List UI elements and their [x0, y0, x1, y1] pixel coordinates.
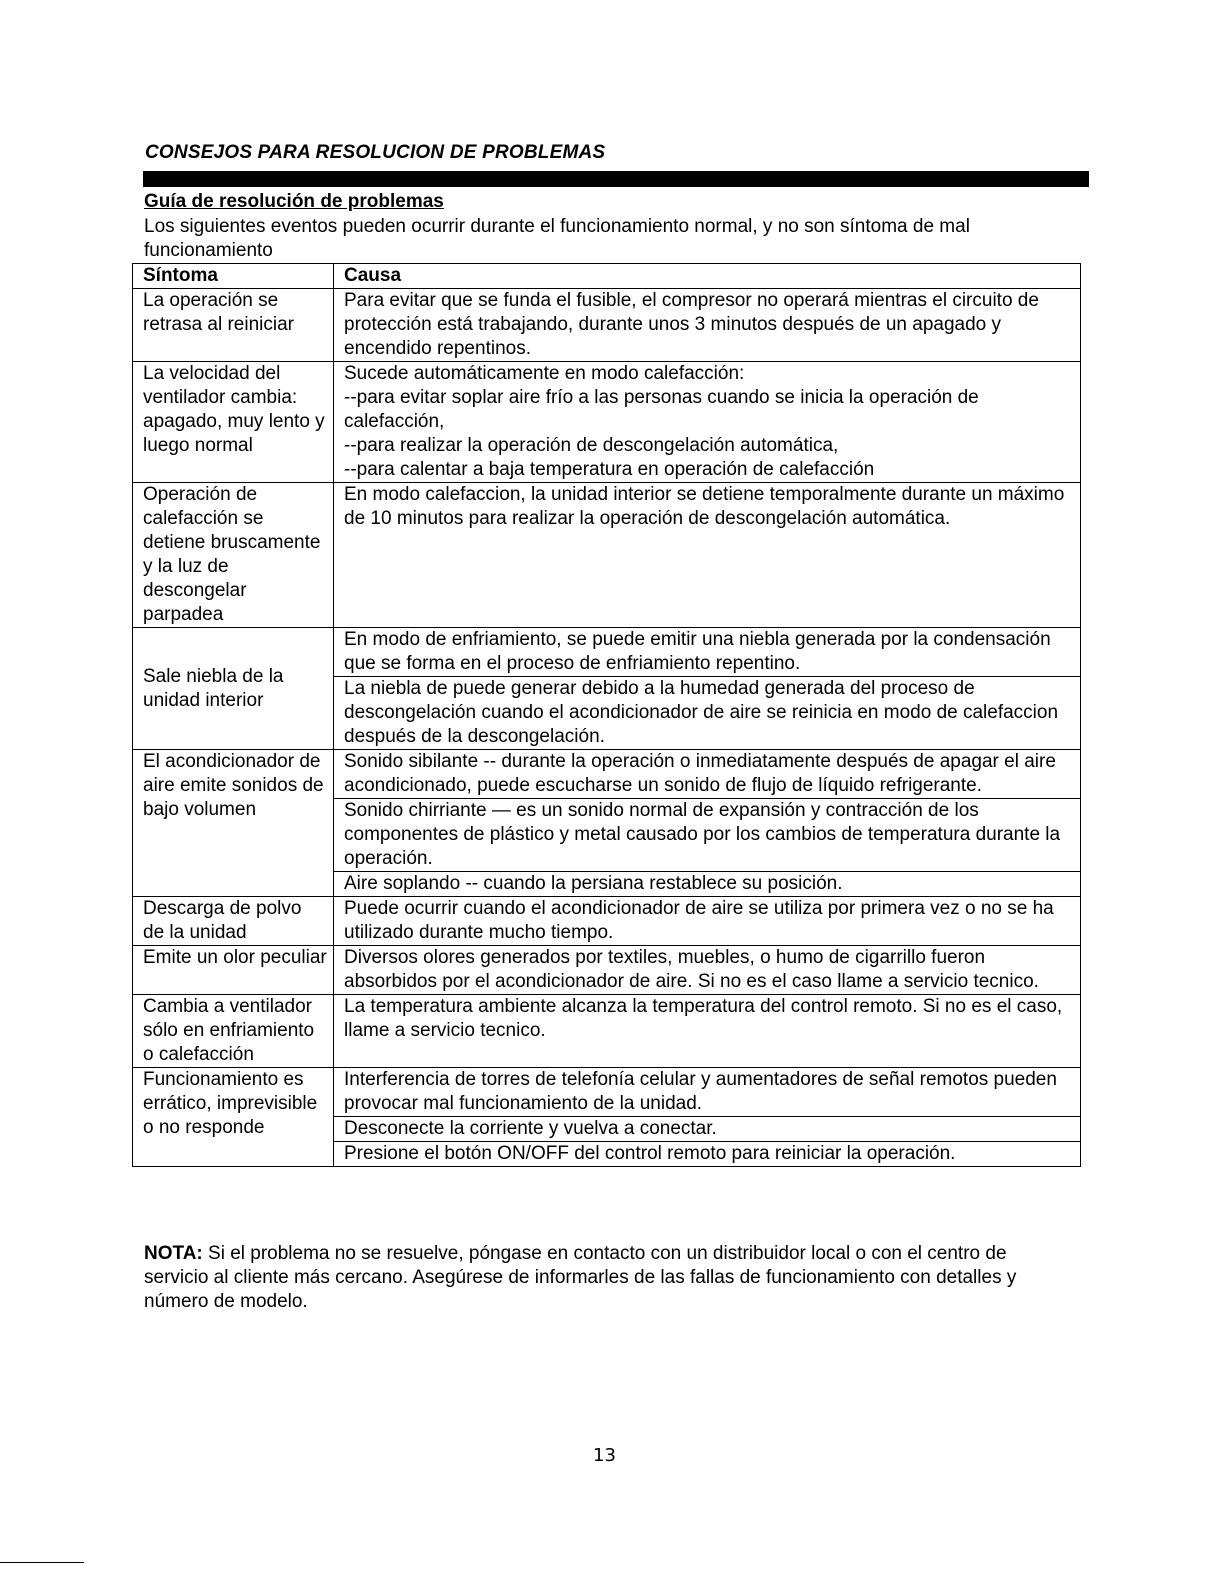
troubleshooting-table: [132, 263, 1081, 1167]
symptom-cell: La velocidad del ventilador cambia: apagado, muy lento y luego normal: [133, 362, 334, 483]
cause-cell: La niebla de puede generar debido a la humedad generada del proceso de descongelación cuando el acondicionador de aire se reinicia en modo de calefaccion después de la descongelación.: [334, 677, 1081, 750]
section-divider-bar: [143, 171, 1089, 187]
symptom-cell: Funcionamiento es errático, imprevisible o no responde: [133, 1068, 334, 1167]
cause-cell: Sonido chirriante — es un sonido normal de expansión y contracción de los componentes de plástico y metal causado por los cambios de temperatura durante la operación.: [334, 799, 1081, 872]
section-title: CONSEJOS PARA RESOLUCION DE PROBLEMAS: [145, 142, 606, 163]
table-row: [133, 628, 1081, 677]
symptom-cell: Emite un olor peculiar: [133, 946, 334, 995]
cause-cell: [334, 362, 1081, 483]
cause-cell: En modo calefaccion, la unidad interior se detiene temporalmente durante un máximo de 10 minutos para realizar la operación de descongelación automática.: [334, 483, 1081, 628]
note-text: Si el problema no se resuelve, póngase en contacto con un distribuidor local o con el centro de servicio al cliente más cercano. Asegúrese de informarles de las fallas de funcionamiento con detalles y número de modelo.: [144, 1243, 1017, 1312]
header-cause: Causa: [334, 264, 1081, 289]
symptom-cell: La operación se retrasa al reiniciar: [133, 289, 334, 362]
cause-cell: Diversos olores generados por textiles, muebles, o humo de cigarrillo fueron absorbidos por el acondicionador de aire. Si no es el caso llame a servicio tecnico.: [334, 946, 1081, 995]
footer-rule: [0, 1562, 84, 1563]
cause-cell: Presione el botón ON/OFF del control remoto para reiniciar la operación.: [334, 1142, 1081, 1167]
symptom-cell: El acondicionador de aire emite sonidos de bajo volumen: [133, 750, 334, 897]
note-paragraph: [144, 1242, 1074, 1314]
table-row: [133, 897, 1081, 946]
page-number: 13: [593, 1445, 616, 1466]
cause-cell: Aire soplando -- cuando la persiana restablece su posición.: [334, 872, 1081, 897]
intro-paragraph: Los siguientes eventos pueden ocurrir durante el funcionamiento normal, y no son síntoma de mal funcionamiento: [144, 216, 970, 261]
cause-line: --para realizar la operación de descongelación automática,: [344, 435, 839, 456]
symptom-cell: Descarga de polvo de la unidad: [133, 897, 334, 946]
table-row: [133, 995, 1081, 1068]
cause-line: --para calentar a baja temperatura en operación de calefacción: [344, 459, 875, 480]
table-row: [133, 1068, 1081, 1117]
table-row: [133, 483, 1081, 628]
table-row: [133, 289, 1081, 362]
symptom-cell: Sale niebla de la unidad interior: [133, 628, 334, 750]
cause-cell: Para evitar que se funda el fusible, el compresor no operará mientras el circuito de protección está trabajando, durante unos 3 minutos después de un apagado y encendido repentinos.: [334, 289, 1081, 362]
guide-heading: Guía de resolución de problemas: [144, 191, 444, 212]
note-label: NOTA:: [144, 1243, 203, 1264]
cause-cell: Desconecte la corriente y vuelva a conectar.: [334, 1117, 1081, 1142]
cause-cell: Interferencia de torres de telefonía celular y aumentadores de señal remotos pueden provocar mal funcionamiento de la unidad.: [334, 1068, 1081, 1117]
cause-line: Sucede automáticamente en modo calefacción:: [344, 363, 745, 384]
cause-cell: Sonido sibilante -- durante la operación o inmediatamente después de apagar el aire acondicionado, puede escucharse un sonido de flujo de líquido refrigerante.: [334, 750, 1081, 799]
cause-cell: Puede ocurrir cuando el acondicionador de aire se utiliza por primera vez o no se ha utilizado durante mucho tiempo.: [334, 897, 1081, 946]
table-header-row: [133, 264, 1081, 289]
header-symptom: Síntoma: [133, 264, 334, 289]
symptom-cell: Cambia a ventilador sólo en enfriamiento o calefacción: [133, 995, 334, 1068]
cause-cell: La temperatura ambiente alcanza la temperatura del control remoto. Si no es el caso, llame a servicio tecnico.: [334, 995, 1081, 1068]
table-row: [133, 750, 1081, 799]
cause-line: --para evitar soplar aire frío a las personas cuando se inicia la operación de calefacción,: [344, 387, 979, 432]
cause-cell: En modo de enfriamiento, se puede emitir una niebla generada por la condensación que se forma en el proceso de enfriamiento repentino.: [334, 628, 1081, 677]
symptom-cell: Operación de calefacción se detiene bruscamente y la luz de descongelar parpadea: [133, 483, 334, 628]
table-row: [133, 362, 1081, 483]
table-row: [133, 946, 1081, 995]
